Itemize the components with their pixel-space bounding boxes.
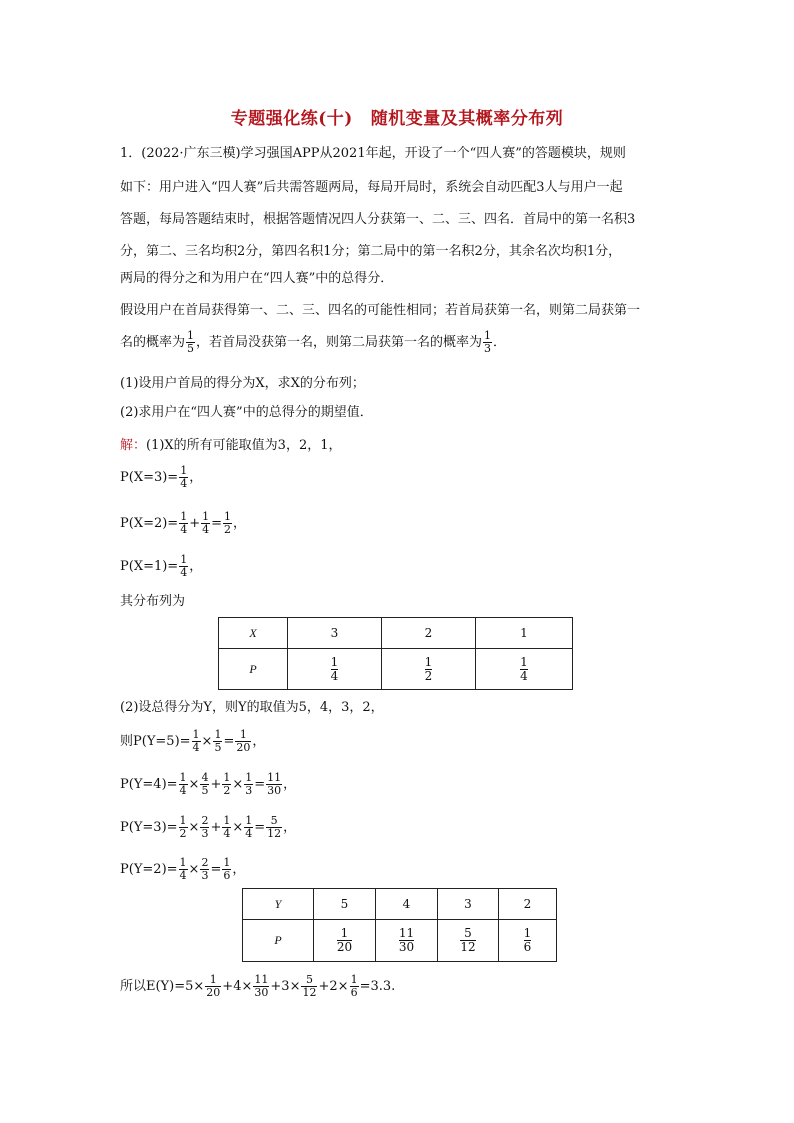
- denominator: 2: [179, 827, 187, 840]
- title-topic: 随机变量及其概率分布列: [370, 109, 564, 129]
- value-cell: 4: [376, 889, 438, 920]
- times: ×: [232, 820, 244, 835]
- text: ．: [493, 335, 507, 350]
- plus: +: [210, 820, 222, 835]
- numerator: 11: [267, 771, 282, 784]
- fraction: [213, 729, 222, 754]
- fraction: [200, 815, 209, 840]
- fraction: [179, 815, 188, 840]
- times: ×: [201, 734, 213, 749]
- numerator: 5: [270, 814, 278, 827]
- py2-equation: [120, 857, 245, 882]
- comma: ，: [189, 559, 203, 574]
- comma: ，: [189, 470, 203, 485]
- coefficient: 5: [185, 979, 194, 994]
- numerator: 11: [398, 926, 415, 940]
- result: =3.3.: [359, 979, 396, 994]
- coefficient: 3: [281, 979, 290, 994]
- denominator: 30: [267, 784, 282, 797]
- denominator: 5: [214, 741, 222, 754]
- py4-equation: [120, 772, 296, 797]
- numerator: 1: [239, 728, 247, 741]
- fraction: [350, 974, 359, 999]
- numerator: 5: [464, 926, 472, 940]
- numerator: 5: [305, 973, 313, 986]
- denominator: 2: [223, 784, 231, 797]
- plus: +: [189, 516, 201, 531]
- denominator: 2: [424, 668, 433, 683]
- equals: =: [254, 777, 266, 792]
- value-cell: 3: [288, 618, 382, 649]
- expectation-equation: [120, 974, 395, 999]
- denominator: 30: [254, 986, 269, 999]
- denominator: 12: [460, 940, 476, 954]
- problem-line-5: 两局的得分之和为用户在“四人赛”中的总得分．: [120, 271, 394, 286]
- denominator: 4: [179, 784, 187, 797]
- fraction: [192, 729, 201, 754]
- text: P(Y=4)=: [120, 777, 178, 792]
- denominator: 2: [224, 523, 232, 536]
- prob-cell: [376, 920, 438, 962]
- numerator: 1: [202, 510, 210, 523]
- fraction: [222, 815, 231, 840]
- problem-line-4: 分，第二、三名均积2分，第四名积1分；第二局中的第一名积2分，其余名次均积1分，: [120, 244, 622, 259]
- equals: =: [210, 862, 222, 877]
- table-row: [219, 618, 573, 649]
- numerator: 1: [179, 814, 187, 827]
- fraction: [201, 511, 210, 536]
- denominator: 3: [484, 342, 492, 355]
- table-row: [219, 649, 573, 690]
- denominator: 3: [201, 869, 209, 882]
- numerator: 1: [520, 654, 528, 669]
- fraction: [301, 974, 317, 999]
- text: (1)X的所有可能取值为3，2，1，: [146, 438, 342, 453]
- header-cell: Y: [243, 889, 314, 920]
- numerator: 1: [330, 654, 339, 669]
- plus: +: [270, 979, 282, 994]
- page-title: [0, 104, 794, 129]
- denominator: 6: [223, 869, 231, 882]
- x-distribution-table: [218, 617, 573, 690]
- comma: ，: [233, 516, 247, 531]
- denominator: 12: [302, 986, 317, 999]
- header-cell: X: [219, 618, 288, 649]
- text: P(Y=2)=: [120, 862, 178, 877]
- prob-cell: [382, 649, 476, 690]
- numerator: 1: [179, 771, 187, 784]
- value-cell: 5: [314, 889, 376, 920]
- denominator: 4: [180, 523, 188, 536]
- denominator: 4: [180, 566, 188, 579]
- fraction: [223, 511, 232, 536]
- denominator: 30: [398, 940, 415, 954]
- denominator: 5: [201, 784, 209, 797]
- numerator: 1: [245, 771, 253, 784]
- coefficient: 2: [329, 979, 338, 994]
- denominator: 3: [201, 827, 209, 840]
- numerator: 1: [214, 728, 222, 741]
- numerator: 1: [223, 814, 231, 827]
- comma: ，: [283, 777, 297, 792]
- fraction: [205, 974, 221, 999]
- py3-equation: [120, 815, 296, 840]
- fraction: [186, 330, 195, 355]
- plus: +: [318, 979, 330, 994]
- prob-cell: [314, 920, 376, 962]
- comma: ，: [283, 820, 297, 835]
- question-2: (2)求用户在“四人赛”中的总得分的期望值．: [120, 405, 373, 420]
- fraction: [244, 772, 253, 797]
- prob-cell: [476, 649, 573, 690]
- times: ×: [188, 862, 200, 877]
- y-distribution-table: [242, 888, 557, 962]
- denominator: 4: [330, 668, 339, 683]
- solution-part-2: (2)设总得分为Y，则Y的取值为5，4，3，2，: [120, 700, 384, 715]
- numerator: 2: [201, 814, 209, 827]
- question-1: (1)设用户首局的得分为X，求X的分布列；: [120, 376, 365, 391]
- fraction: [266, 815, 282, 840]
- fraction: [266, 772, 282, 797]
- text: 名的概率为: [120, 335, 186, 350]
- problem-line-1: 1．(2022·广东三模)学习强国APP从2021年起，开设了一个“四人赛”的答题模块，规则: [120, 146, 626, 161]
- header-cell: P: [243, 920, 314, 962]
- denominator: 6: [350, 986, 358, 999]
- times: ×: [188, 777, 200, 792]
- numerator: 1: [180, 510, 188, 523]
- numerator: 1: [187, 329, 195, 342]
- equals: =: [223, 734, 235, 749]
- denominator: 4: [223, 827, 231, 840]
- coefficient: 4: [233, 979, 242, 994]
- times: ×: [193, 979, 205, 994]
- solution-part-1: [120, 437, 342, 455]
- denominator: 20: [206, 986, 221, 999]
- denominator: 4: [180, 477, 188, 490]
- fraction: [179, 511, 188, 536]
- fraction: [179, 554, 188, 579]
- px1-equation: [120, 554, 202, 579]
- value-cell: 2: [499, 889, 557, 920]
- text: P(X=3)=: [120, 470, 179, 485]
- denominator: 4: [520, 668, 528, 683]
- text: 则P(Y=5)=: [120, 734, 191, 749]
- value-cell: 2: [382, 618, 476, 649]
- prob-cell: [288, 649, 382, 690]
- text: P(X=1)=: [120, 559, 179, 574]
- solution-label: 解：: [120, 438, 147, 453]
- problem-line-7: [120, 330, 506, 355]
- problem-line-3: 答题，每局答题结束时，根据答题情况四人分获第一、二、三、四名．首局中的第一名积3: [120, 212, 636, 227]
- numerator: 2: [201, 856, 209, 869]
- denominator: 4: [202, 523, 210, 536]
- numerator: 1: [223, 771, 231, 784]
- px2-equation: [120, 511, 246, 536]
- denominator: 20: [336, 940, 353, 954]
- numerator: 11: [254, 973, 269, 986]
- denominator: 12: [267, 827, 282, 840]
- numerator: 1: [179, 856, 187, 869]
- times: ×: [289, 979, 301, 994]
- text: P(X=2)=: [120, 516, 179, 531]
- numerator: 1: [180, 464, 188, 477]
- denominator: 4: [192, 741, 200, 754]
- numerator: 1: [209, 973, 217, 986]
- fraction: [222, 857, 231, 882]
- equals: =: [254, 820, 266, 835]
- distribution-intro: 其分布列为: [120, 594, 186, 609]
- denominator: 20: [236, 741, 251, 754]
- numerator: 1: [180, 553, 188, 566]
- fraction: [244, 815, 253, 840]
- numerator: 1: [484, 329, 492, 342]
- comma: ，: [232, 862, 246, 877]
- text: P(Y=3)=: [120, 820, 178, 835]
- times: ×: [232, 777, 244, 792]
- table-row: [243, 920, 557, 962]
- fraction: [235, 729, 251, 754]
- comma: ，: [252, 734, 266, 749]
- fraction: [253, 974, 269, 999]
- times: ×: [241, 979, 253, 994]
- py5-equation: [120, 729, 265, 754]
- numerator: 1: [224, 510, 232, 523]
- value-cell: 3: [438, 889, 499, 920]
- numerator: 1: [223, 856, 231, 869]
- prob-cell: [499, 920, 557, 962]
- text: 所以E(Y)=: [120, 979, 186, 994]
- fraction: [200, 772, 209, 797]
- numerator: 1: [523, 926, 532, 940]
- numerator: 1: [192, 728, 200, 741]
- denominator: 3: [245, 784, 253, 797]
- table-row: [243, 889, 557, 920]
- problem-line-2: 如下：用户进入“四人赛”后共需答题两局，每局开局时，系统会自动匹配3人与用户一起: [120, 180, 623, 195]
- equals: =: [211, 516, 223, 531]
- text: ，若首局没获第一名，则第二局获第一名的概率为: [196, 335, 483, 350]
- numerator: 4: [201, 771, 209, 784]
- fraction: [179, 772, 188, 797]
- problem-line-6: 假设用户在首局获得第一、二、三、四名的可能性相同；若首局获第一名，则第二局获第一: [120, 303, 641, 318]
- times: ×: [337, 979, 349, 994]
- header-cell: P: [219, 649, 288, 690]
- denominator: 4: [245, 827, 253, 840]
- fraction: [483, 330, 492, 355]
- fraction: [179, 857, 188, 882]
- denominator: 4: [179, 869, 187, 882]
- plus: +: [210, 777, 222, 792]
- fraction: [200, 857, 209, 882]
- fraction: [222, 772, 231, 797]
- numerator: 1: [424, 654, 433, 669]
- px3-equation: [120, 465, 202, 490]
- plus: +: [222, 979, 234, 994]
- denominator: 6: [523, 940, 532, 954]
- prob-cell: [438, 920, 499, 962]
- fraction: [179, 465, 188, 490]
- times: ×: [188, 820, 200, 835]
- title-series: 专题强化练(十): [230, 109, 353, 129]
- numerator: 1: [340, 926, 349, 940]
- denominator: 5: [187, 342, 195, 355]
- numerator: 1: [245, 814, 253, 827]
- numerator: 1: [350, 973, 358, 986]
- value-cell: 1: [476, 618, 573, 649]
